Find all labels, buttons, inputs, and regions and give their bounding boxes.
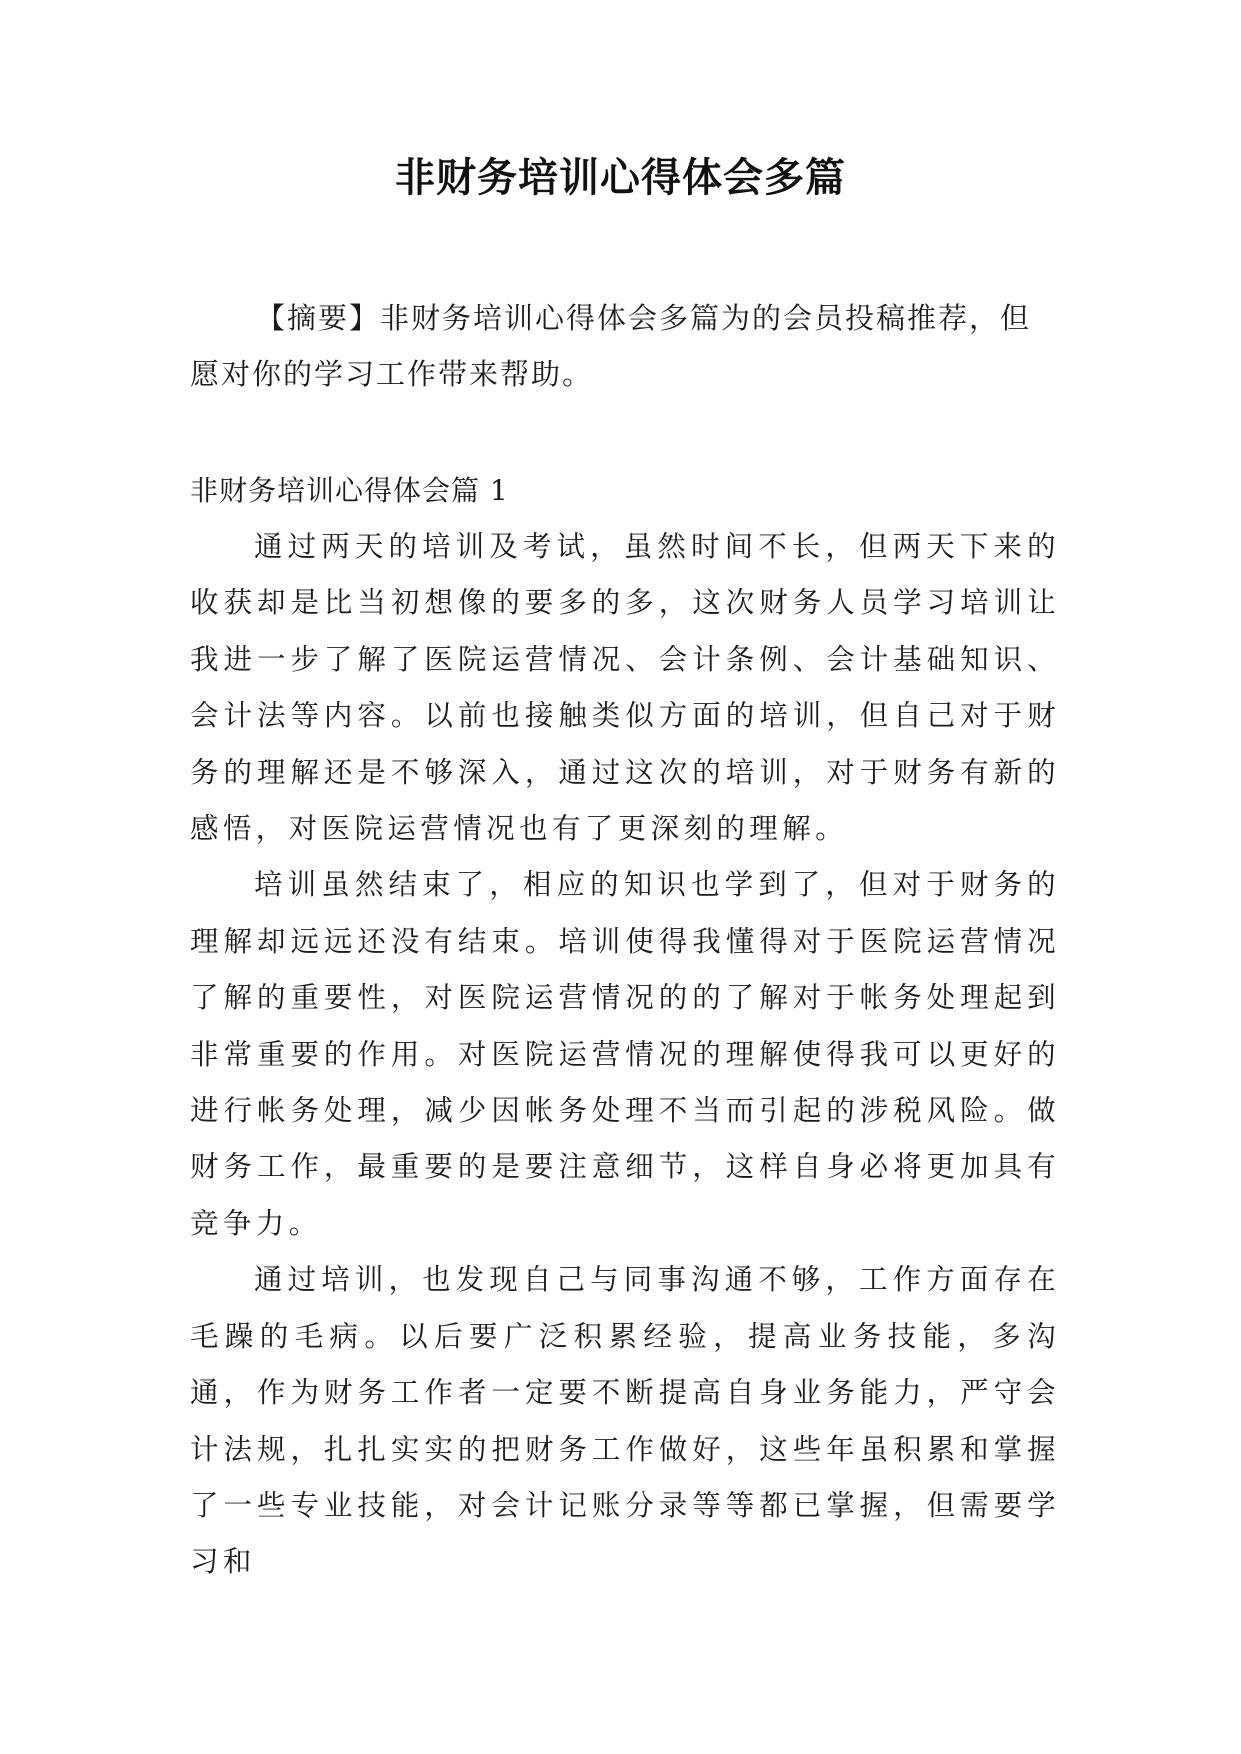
body-text bbox=[190, 519, 1060, 1591]
body-paragraph-1: 通过两天的培训及考试，虽然时间不长，但两天下来的收获却是比当初想像的要多的多，这次财务人员学习培训让我进一步了解了医院运营情况、会计条例、会计基础知识、会计法等内容。以前也接触类似方面的培训，但自己对于财务的理解还是不够深入，通过这次的培训，对于财务有新的感悟，对医院运营情况也有了更深刻的理解。 bbox=[190, 530, 1060, 846]
abstract-paragraph: 【摘要】非财务培训心得体会多篇为的会员投稿推荐，但愿对你的学习工作带来帮助。 bbox=[190, 301, 1032, 391]
document-title: 非财务培训心得体会多篇 bbox=[395, 155, 846, 201]
body-paragraph-3: 通过培训，也发现自己与同事沟通不够，工作方面存在毛躁的毛病。以后要广泛积累经验，提高业务技能，多沟通，作为财务工作者一定要不断提高自身业务能力，严守会计法规，扎扎实实的把财务工作做好，这些年虽积累和掌握了一些专业技能，对会计记账分录等等都已掌握，但需要学习和 bbox=[190, 1263, 1060, 1579]
body-paragraph-2: 培训虽然结束了，相应的知识也学到了，但对于财务的理解却远远还没有结束。培训使得我懂得对于医院运营情况了解的重要性，对医院运营情况的的了解对于帐务处理起到非常重要的作用。对医院运营情况的理解使得我可以更好的进行帐务处理，减少因帐务处理不当而引起的涉税风险。做财务工作，最重要的是要注意细节，这样自身必将更加具有竞争力。 bbox=[190, 868, 1060, 1240]
section-heading: 非财务培训心得体会篇 1 bbox=[190, 474, 509, 507]
